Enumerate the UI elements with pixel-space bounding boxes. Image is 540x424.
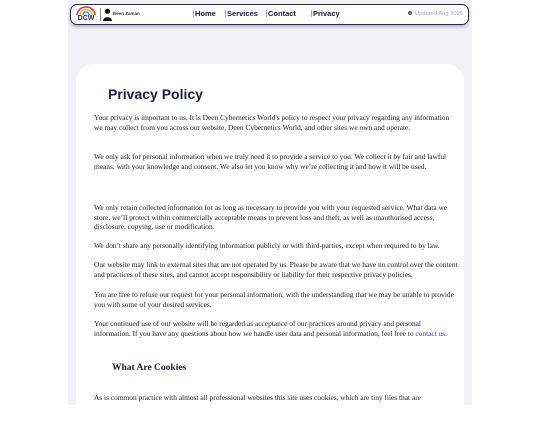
nav-tick: [193, 10, 194, 17]
nav-tick: [266, 10, 267, 17]
contact-us-link[interactable]: contact us.: [415, 328, 448, 338]
page-title: Privacy Policy: [108, 86, 203, 102]
consent-text: Your continued use of our website will be regarded as acceptance of our practices around privacy and personal information. If you have any questions about how we handle user data and personal information, feel free to: [94, 319, 421, 338]
nav-privacy-link[interactable]: [311, 9, 340, 19]
navbar: [70, 4, 469, 25]
paragraph-cookies: As is common practice with almost all professional websites this site uses cookies, which are tiny files that are: [94, 393, 421, 402]
nav-services-label: Services: [227, 9, 258, 18]
paragraph-sharing: We don’t share any personally identifying information publicly or with third-parties, except when required to by law.: [94, 241, 440, 250]
updated-text: Updated Aug 2025: [415, 11, 464, 17]
paragraph-collection: We only ask for personal information when we truly need it to provide a service to you. We collect it by fair and lawful means, with your knowledge and consent. We also let you know why we’re collecting it and how it will be used.: [94, 152, 447, 171]
cookies-heading: What Are Cookies: [112, 363, 187, 373]
nav-home-link[interactable]: [193, 9, 216, 19]
logo-text: DCW: [77, 15, 95, 22]
nav-home-label: Home: [195, 9, 216, 18]
nav-contact-link[interactable]: [266, 9, 296, 19]
paragraph-retention: We only retain collected information for as long as necessary to provide you with your requested service. What data we store, we’ll protect within commercially acceptable means to prevent loss and theft, as well as unauthorised access, disclosure, copying, use or modification.: [94, 203, 448, 232]
nav-divider: [100, 8, 101, 21]
user-avatar-icon[interactable]: [103, 8, 112, 21]
paragraph-external-links: Our website may link to external sites that are not operated by us. Please be aware that we have no control over the content and practices of these sites, and cannot accept responsibility or liability for their respective privacy policies.: [94, 260, 458, 279]
nav-tick: [225, 10, 226, 17]
nav-services-link[interactable]: [225, 9, 258, 19]
nav-tick: [311, 10, 312, 17]
nav-privacy-label: Privacy: [313, 9, 340, 18]
paragraph-intro: Your privacy is important to us. It is Deen Cybernetics World's policy to respect your privacy regarding any information we may collect from you across our website, Deen Cybernetics World, and other sites we own and operate.: [94, 113, 450, 132]
nav-contact-label: Contact: [268, 9, 296, 18]
paragraph-consent: [94, 319, 458, 338]
status-dot-icon: [408, 11, 412, 15]
updated-badge: [408, 10, 466, 19]
user-name: Deen Zaman: [113, 11, 140, 16]
paragraph-refusal: You are free to refuse our request for your personal information, with the understanding that we may be unable to provide you with some of your desired services.: [94, 290, 454, 309]
dcw-logo[interactable]: [75, 6, 97, 23]
